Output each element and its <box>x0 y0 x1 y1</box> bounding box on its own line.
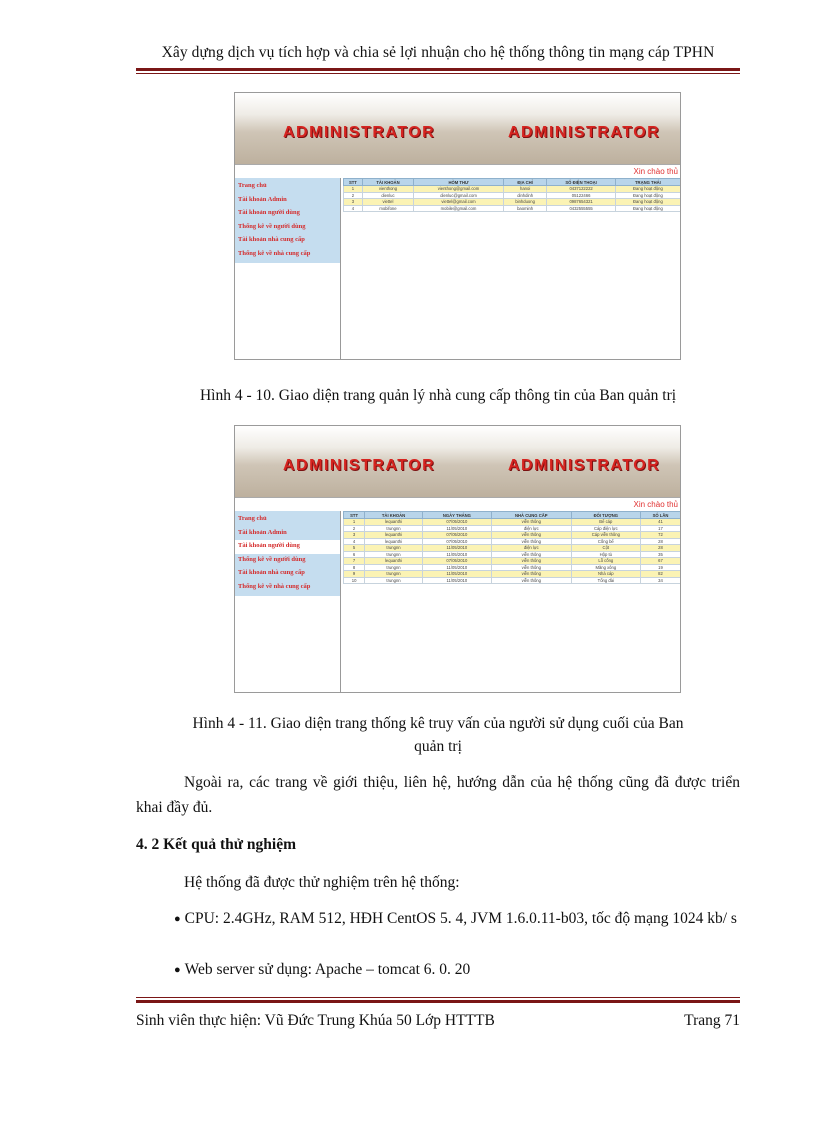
footer-page-number: Trang 71 <box>684 1012 740 1029</box>
table-cell: mobifone <box>362 205 413 212</box>
table-row <box>344 577 681 584</box>
table-cell: 0437122222 <box>547 186 616 193</box>
figure-2-screenshot <box>234 425 681 693</box>
table-cell: trungnn <box>365 564 423 571</box>
table-cell: Hộp tủ <box>571 551 640 558</box>
column-header: TÀI KHOẢN <box>362 179 413 186</box>
column-header: TRẠNG THÁI <box>615 179 680 186</box>
figure-2-caption-line-2: quản trị <box>414 738 462 755</box>
table-cell: điện lực <box>491 525 571 532</box>
paragraph-text: Ngoài ra, các trang về giới thiệu, liên hệ, hướng dẫn của hệ thống cũng đã được triển khai đầy đủ. <box>136 774 740 816</box>
table-cell: vienthong <box>362 186 413 193</box>
table-cell: 41 <box>640 519 680 526</box>
column-header: ĐỊA CHỈ <box>503 179 546 186</box>
column-header: STT <box>344 512 365 519</box>
table-cell: 72 <box>640 532 680 539</box>
table-cell: 28 <box>640 545 680 552</box>
table-cell: Cáp điện lực <box>571 525 640 532</box>
column-header: ĐỐI TƯỢNG <box>571 512 640 519</box>
menu-item-home[interactable]: Trang chủ <box>238 182 267 189</box>
menu-item-user-stats[interactable]: Thống kê về người dùng <box>238 222 306 230</box>
menu-item-user-account[interactable]: Tài khoản người dùng <box>235 540 340 554</box>
column-header: TÀI KHOẢN <box>365 512 423 519</box>
table-cell: 4 <box>344 205 363 212</box>
admin-banner <box>235 426 680 498</box>
admin-sidebar <box>235 178 341 359</box>
admin-banner <box>235 93 680 165</box>
table-cell: lequanthi <box>365 558 423 565</box>
table-cell: hanoi <box>503 186 546 193</box>
sidebar-menu <box>235 178 340 263</box>
table-cell: 07/05/2010 <box>422 538 491 545</box>
menu-item-admin-account[interactable]: Tài khoản Admin <box>238 528 287 536</box>
table-cell: 9 <box>344 571 365 578</box>
table-cell: 11/05/2010 <box>422 564 491 571</box>
table-cell: binhduong <box>503 199 546 206</box>
table-cell: dinhdinh <box>503 192 546 199</box>
bullet-text: Web server sử dụng: Apache – tomcat 6. 0. 20 <box>184 961 471 978</box>
bullet-text: CPU: 2.4GHz, RAM 512, HĐH CentOS 5. 4, JVM 1.6.0.11-b03, tốc độ mạng 1024 kb/ s <box>184 910 737 927</box>
table-cell: 2 <box>344 525 365 532</box>
menu-item-admin-account[interactable]: Tài khoản Admin <box>238 195 287 203</box>
table-cell: 8 <box>344 564 365 571</box>
menu-item-home[interactable]: Trang chủ <box>238 515 267 522</box>
table-cell: viễn thông <box>491 519 571 526</box>
table-cell: 6 <box>344 551 365 558</box>
intro-paragraph <box>136 870 740 895</box>
table-cell: dienluc <box>362 192 413 199</box>
table-cell: Đang hoạt động <box>615 199 680 206</box>
table-cell: Đang hoạt động <box>615 205 680 212</box>
menu-item-provider-account[interactable]: Tài khoản nhà cung cấp <box>238 236 305 243</box>
table-cell: trungnn <box>365 577 423 584</box>
table-cell: 82 <box>640 571 680 578</box>
bullet-dot-icon: ● <box>174 913 181 925</box>
column-header: NHÀ CUNG CẤP <box>491 512 571 519</box>
table-cell: 67 <box>640 558 680 565</box>
footer-author: Sinh viên thực hiện: Vũ Đức Trung Khúa 50 Lớp HTTTB <box>136 1012 495 1029</box>
body-paragraph <box>136 770 740 820</box>
table-cell: Tổng đài <box>571 577 640 584</box>
header-divider <box>136 68 740 74</box>
provider-table <box>343 178 681 212</box>
table-cell: 0987654321 <box>547 199 616 206</box>
table-cell: 28 <box>640 538 680 545</box>
table-cell: dienluc@gmail.com <box>414 192 504 199</box>
menu-item-user-stats[interactable]: Thống kê về người dùng <box>238 555 306 563</box>
admin-logo-left: ADMINISTRATOR <box>283 124 436 141</box>
table-cell: baominh <box>503 205 546 212</box>
table-cell: 11/05/2010 <box>422 571 491 578</box>
table-cell: 4 <box>344 538 365 545</box>
intro-text: Hệ thống đã được thử nghiệm trên hệ thống: <box>184 874 460 891</box>
table-cell: 2 <box>344 192 363 199</box>
table-cell: viettel@gmail.com <box>414 199 504 206</box>
table-cell: 07/05/2010 <box>422 519 491 526</box>
table-cell: trungnn <box>365 545 423 552</box>
table-cell: điện lực <box>491 545 571 552</box>
table-cell: 07/05/2010 <box>422 558 491 565</box>
table-cell: Lỗ cống <box>571 558 640 565</box>
table-cell: 11/05/2010 <box>422 577 491 584</box>
menu-item-provider-account[interactable]: Tài khoản nhà cung cấp <box>238 569 305 576</box>
table-cell: 35 <box>640 551 680 558</box>
table-cell: viễn thông <box>491 532 571 539</box>
table-cell: 10 <box>344 577 365 584</box>
table-cell: Nhà cáp <box>571 571 640 578</box>
admin-logo-right: ADMINISTRATOR <box>508 124 661 141</box>
table-cell: 05122466 <box>547 192 616 199</box>
query-stats-table <box>343 511 681 584</box>
table-cell: 11/05/2010 <box>422 525 491 532</box>
table-cell: Đang hoạt động <box>615 192 680 199</box>
table-row <box>344 205 681 212</box>
sidebar-menu <box>235 511 340 596</box>
column-header: STT <box>344 179 363 186</box>
menu-item-provider-stats[interactable]: Thống kê về nhà cung cấp <box>238 582 311 590</box>
table-cell: viễn thông <box>491 558 571 565</box>
table-cell: 11/05/2010 <box>422 551 491 558</box>
admin-logo-left: ADMINISTRATOR <box>283 457 436 474</box>
table-cell: mobile@gmail.com <box>414 205 504 212</box>
menu-item-provider-stats[interactable]: Thống kê về nhà cung cấp <box>238 249 311 257</box>
table-cell: vienthong@gmail.com <box>414 186 504 193</box>
column-header: HÒM THƯ <box>414 179 504 186</box>
table-cell: 19 <box>640 564 680 571</box>
figure-1-screenshot <box>234 92 681 360</box>
table-cell: 7 <box>344 558 365 565</box>
table-cell: lequanthi <box>365 519 423 526</box>
figure-1-caption: Hình 4 - 10. Giao diện trang quản lý nhà cung cấp thông tin của Ban quản trị <box>199 387 677 404</box>
table-cell: viễn thông <box>491 538 571 545</box>
figure-2-caption-line-1: Hình 4 - 11. Giao diện trang thống kê truy vấn của người sử dụng cuối của Ban <box>192 715 684 732</box>
table-cell: Cột <box>571 545 640 552</box>
table-cell: Cống bể <box>571 538 640 545</box>
table-cell: Bể cáp <box>571 519 640 526</box>
footer-divider <box>136 997 740 1003</box>
section-heading: 4. 2 Kết quả thử nghiệm <box>136 836 297 853</box>
admin-sidebar <box>235 511 341 692</box>
bullet-item <box>136 959 740 981</box>
table-cell: 17 <box>640 525 680 532</box>
bullet-dot-icon: ● <box>174 964 181 976</box>
table-cell: trungnn <box>365 571 423 578</box>
table-cell: 3 <box>344 199 363 206</box>
column-header: NGÀY THÁNG <box>422 512 491 519</box>
greeting-text: Xin chào thủ <box>633 500 678 509</box>
table-cell: 11/05/2010 <box>422 545 491 552</box>
table-cell: viettel <box>362 199 413 206</box>
menu-item-user-account[interactable]: Tài khoản người dùng <box>238 209 300 216</box>
table-cell: Đang hoạt động <box>615 186 680 193</box>
page-header-title: Xây dựng dịch vụ tích hợp và chia sẻ lợi nhuận cho hệ thống thông tin mạng cáp TPHN <box>161 44 715 61</box>
admin-logo-right: ADMINISTRATOR <box>508 457 661 474</box>
table-cell: lequanthi <box>365 532 423 539</box>
table-cell: viễn thông <box>491 571 571 578</box>
table-cell: 1 <box>344 186 363 193</box>
bullet-item <box>136 908 740 930</box>
table-cell: trungnn <box>365 525 423 532</box>
table-cell: 1 <box>344 519 365 526</box>
figure-2-caption <box>136 712 740 758</box>
table-cell: viễn thông <box>491 564 571 571</box>
table-cell: viễn thông <box>491 577 571 584</box>
greeting-text: Xin chào thủ <box>633 167 678 176</box>
table-cell: Cáp viễn thông <box>571 532 640 539</box>
table-cell: 3 <box>344 532 365 539</box>
table-cell: 07/05/2010 <box>422 532 491 539</box>
column-header: SỐ LẦN <box>640 512 680 519</box>
table-cell: Măng xông <box>571 564 640 571</box>
table-cell: 34 <box>640 577 680 584</box>
table-cell: 0432555555 <box>547 205 616 212</box>
table-cell: 5 <box>344 545 365 552</box>
table-cell: trungnn <box>365 551 423 558</box>
table-cell: lequanthi <box>365 538 423 545</box>
table-cell: viễn thông <box>491 551 571 558</box>
column-header: SỐ ĐIỆN THOẠI <box>547 179 616 186</box>
